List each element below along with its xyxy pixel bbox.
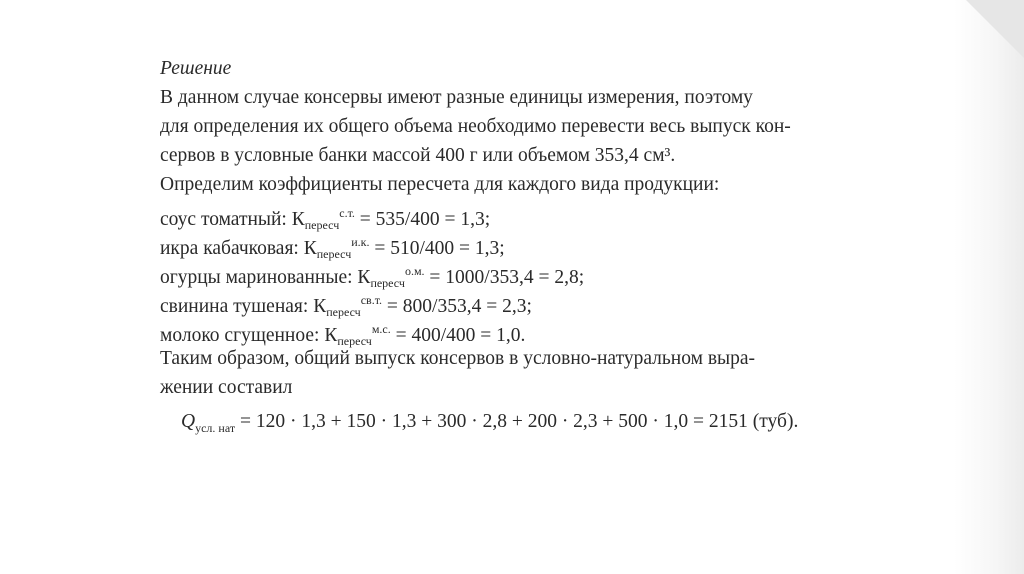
coefficient-intro-text: Определим коэффициенты пересчета для каждого вида продукции: [160, 174, 720, 195]
intro-line-1: В данном случае консервы имеют разные единицы измерения, поэтому [160, 87, 753, 108]
conclusion-paragraph [160, 344, 880, 402]
coefficient-symbol: К [324, 325, 338, 346]
total-formula [181, 411, 798, 436]
coefficient-superscript: св.т. [360, 293, 383, 307]
formula-expression: = 120 · 1,3 + 150 · 1,3 + 300 · 2,8 + 200 · 2,3 + 500 · 1,0 = 2151 (туб). [235, 411, 799, 432]
coefficient-symbol: К [291, 209, 305, 230]
coefficient-symbol: К [303, 238, 317, 259]
coefficient-row [160, 286, 880, 319]
coefficient-superscript: и.к. [351, 235, 370, 249]
coefficient-expression: = 535/400 = 1,3; [354, 209, 491, 230]
intro-paragraph [160, 83, 880, 170]
coefficient-row [160, 315, 880, 348]
coefficient-expression: = 1000/353,4 = 2,8; [424, 267, 585, 288]
coefficient-row [160, 199, 880, 232]
coefficient-superscript: с.т. [339, 206, 355, 220]
coefficient-list [160, 199, 880, 348]
page-edge-shade [954, 0, 1024, 574]
coefficient-row [160, 257, 880, 290]
conclusion-line-1: Таким образом, общий выпуск консервов в условно-натуральном выра- [160, 348, 756, 369]
formula-symbol: Q [181, 411, 196, 432]
solution-text [160, 54, 880, 402]
coefficient-subscript: пересч [370, 276, 405, 290]
intro-line-3: сервов в условные банки массой 400 г или объемом 353,4 см³. [160, 145, 676, 166]
coefficient-symbol: К [357, 267, 371, 288]
coefficient-expression: = 400/400 = 1,0. [390, 325, 526, 346]
coefficient-expression: = 510/400 = 1,3; [369, 238, 505, 259]
coefficient-subscript: пересч [326, 305, 361, 319]
coefficient-row [160, 228, 880, 261]
coefficient-subscript: пересч [316, 247, 352, 261]
formula-subscript: усл. нат [195, 421, 236, 435]
coefficient-subscript: пересч [304, 218, 340, 232]
product-name: молоко сгущенное: [160, 325, 325, 346]
coefficient-subscript: пересч [337, 334, 372, 348]
coefficient-expression: = 800/353,4 = 2,3; [382, 296, 532, 317]
product-name: икра кабачковая: [160, 238, 304, 259]
product-name: свинина тушеная: [160, 296, 314, 317]
conclusion-line-2: жении составил [160, 377, 293, 398]
product-name: огурцы маринованные: [160, 267, 358, 288]
product-name: соус томатный: [160, 209, 292, 230]
coefficient-superscript: м.с. [371, 322, 391, 336]
coefficient-superscript: о.м. [404, 264, 425, 278]
coefficient-symbol: К [313, 296, 327, 317]
coefficient-intro [160, 170, 880, 199]
solution-heading: Решение [160, 58, 232, 79]
intro-line-2: для определения их общего объема необходимо перевести весь выпуск кон- [160, 116, 791, 137]
page-corner-fold [966, 0, 1024, 58]
